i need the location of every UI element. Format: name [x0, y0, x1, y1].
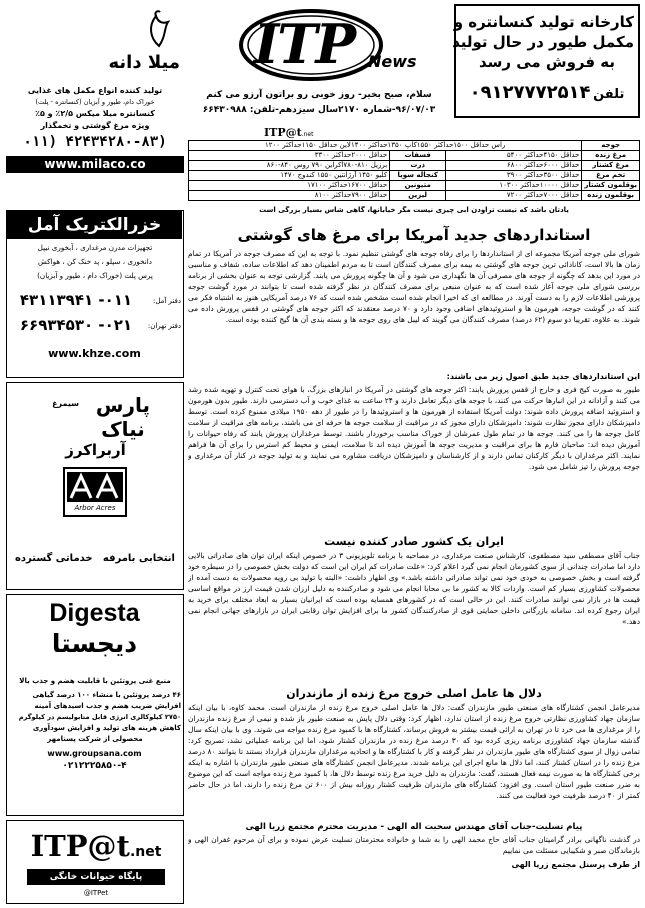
mila-ad[interactable] [6, 4, 184, 174]
article1-p2: طیور به صورت کیج فری و خارج از قفس پرورش یابند: اکثر جوجه های گوشتی در آمریکا در انبارهای بزرگ، با هوای تحت کنترل و تهویه شده رشد می کنند و آزادانه در این انبارها حرکت می کنند، با جوجه های دیگر تعامل دارند و ۲۴ ساعت به غذای خوب و آب دسترسی دارند. طیور بدون هورمون و استروئید اضافه پرورش داده شوند: دولت آمریکا استفاده از هورمون ها و استروئیدها را در طیور از دهه ۱۹۵۰ میلادی ممنوع کرده است. توسط دامپزشکان دارای مجوز نظارت شوند: دامپزشکان دارای مجوز که در مراقبت از سلامت جوجه ها حرفه ای می باشند، برنامه های مراقبت از سلامت کامل جوجه ها را می کنند. جوجه ها در تمام طول عمرشان از خوراک مناسب برخوردار باشند. توسط مرغداران پرورش یابند که رفاه حیوانات را آموزش دیده اند: صاحبان فارم ها برای مراقبت و مدیریت جوجه ها آموزش دیده اند تا سلامت، ایمنی و محیط کم استرس را برای آن ها فراهم نمایند. اکثر مرغداران با دیگر کارکنان تماس دارند و از کارشناسان و دامپزشکان دریافت مشاوره می نمایند و به تولید جوجه در کنار آن مرغداری و جوجه پرورش را تیز شامل می شود. [188, 385, 640, 472]
greeting-line: سلام، صبح بخیر- روز خوبی رو براتون آرزو می کنم [206, 90, 432, 100]
price-value: حداقل ۲۰۰۰حداکثر ۳۳۰۰ [189, 151, 390, 161]
price-value: حداقل ۳۵۰۰حداکثر ۳۹۰۰ [446, 171, 582, 181]
price-item: بوقلمون کشتار [582, 181, 640, 191]
khazar-line1: تجهیزات مدرن مرغداری ، آبخوری نیپل [37, 243, 153, 252]
price-row [189, 141, 640, 151]
itp-logo-area [188, 4, 450, 126]
pars-slogan1: انتخابی بامرفه [102, 553, 175, 564]
main-content [188, 140, 640, 906]
khazar-ad[interactable] [6, 210, 184, 378]
khazar-amol-phone: ۰۱۱- ۴۳۱۱۳۹۴۱ [19, 291, 133, 309]
aa-logo-icon [67, 472, 123, 502]
article1-p1: شورای ملی جوجه آمریکا مجموعه ای از استانداردها را برای رفاه جوجه های گوشتی تنظیم نمود. با توجه به این که مصرف جوجه در آمریکا در تمام زمان ها بالا است، کانادائی ترین جوجه های گوشتی به بیمه برای مصرف کنندگان است تا به مردم اطمینان دهد که اطلاعات ساده، شفاف و مناسبی در مورد این بدهد که چگونه از جوجه های مصرفی آن ها نگهداری می شود و آن ها چگونه پرورش می یابند. گزارشی توجه به عنوان بخشی از برنامه بررسی شورای ملی جوجه آغاز شده است که به عنوان منبعی برای مصرف کنندگان در نظر گرفته شده است تا بتوانند در مورد گوشت جوجه پرورشی اطلاعات لازم را به دست آورند. در مطالعه ای که اخیرا انجام شده است مشخص شده است که ۷۶ درصد آمریکایی هنوز به اشتباه فکر می کنند که در گوشت جوجه، هورمون ها و استروئیدهای اضافی وجود دارد و ۷۰ درصد معتقدند که اکثر جوجه های گوشتی در قفس پرورش داده می شوند. به علاوه، تقریبا دو سوم (۶۲ درصد) مصرف کنندگان می گویند که لیبل های روی جوجه ها و بسته بندی آن ها گیج کننده بوده است. [188, 249, 640, 325]
khazar-website[interactable]: www.khze.com [48, 347, 141, 360]
price-value: حداقل ۴۱۵۰حداکثر ۵۴۰۰ [446, 151, 582, 161]
article1-sub1: این استانداردهای جدید طبق اصول زیر می باشند: [446, 372, 640, 381]
price-item: متیونین [390, 181, 446, 191]
price-value: حداقل ۷۰۰۰حداکثر ۷۲۰۰ [446, 191, 582, 201]
price-item: بوقلمون زنده [582, 191, 640, 201]
itpet-brand: ITP@t [30, 829, 130, 863]
condolence-title: پیام تسلیت-جناب آقای مهندس سحبت اله الهی - مدیریت محترم مجتمع زریا الهی [245, 822, 583, 832]
price-item: تخم مرغ [582, 171, 640, 181]
quote-line: یادتان باشد که نیست تراودن ابی چیزی نیست مگر خیابانها، گاهی شاس بسیار بزرگی است [259, 206, 569, 214]
condolence-p1: در گذشت ناگهانی برادر گرامیتان جناب آقای حاج محمد الهی را به شما و خانواده محترمتان تسلیت عرض نموده و برای آن مرحوم غفران الهی و بازماندگان صبر و شکیبایی مسئلت می نماییم [188, 835, 640, 856]
logo-itp-text: ITP [254, 12, 355, 76]
price-row [189, 171, 640, 181]
digesta-bullet-2: افزایش ضریب هضم و جذب اسیدهای آمینه [34, 702, 181, 710]
advertising-sidebar [6, 4, 184, 906]
article2-title: ایران یک کشور صادر کننده نیست [324, 535, 504, 548]
price-value: کلیو ۱۴۵۰ آرژانتین ۱۵۵۰ کندوج ۱۴۷۰ [189, 171, 390, 181]
khazar-line3: پرس پلت (خوراک دام ، طیور و آبزیان) [37, 271, 153, 280]
price-item: ذرت [390, 161, 446, 171]
price-item: مرغ زنده [582, 151, 640, 161]
digesta-bullet-5: محصولی از شرکت پسنامهر [47, 735, 143, 743]
arbor-en: Arbor Acres [74, 504, 116, 512]
digesta-phone: ۰۲۱۲۲۲۵۸۵۰-۴ [62, 761, 127, 771]
price-value: حداقل ۶۰۰۰حداکثر ۶۸۰۰ [446, 161, 582, 171]
condolence-signature: از طرف پرسنل مجتمع زریا الهی [511, 860, 640, 869]
article1-title: استانداردهای جدید آمریکا برای مرغ های گوشتی [237, 226, 591, 244]
digesta-bullet-3: ۲۷۵۰ کیلوکالری انرژی قابل متابولیسم در کیلوگرم [18, 713, 181, 721]
logo-news-text: News [368, 52, 417, 71]
price-item: مرغ کشتار [582, 161, 640, 171]
itpet-small-logo: ITP@t [264, 126, 302, 139]
mila-website[interactable]: www.milaco.co [6, 156, 184, 173]
digesta-bullet-4: کاهش هزینه های تولید و افزایش سودآوری [32, 724, 181, 732]
issue-line: ۹۶/۰۷/۰۳-شماره ۲۱۷۰سال سیزدهم-تلفن: ۶۶۴۳۰۹۸۸ [202, 105, 436, 115]
digesta-website[interactable]: www.groupsana.com [47, 749, 142, 758]
itpet-subtitle: پایگاه حیوانات خانگی [27, 869, 165, 885]
price-value: حداقل ۷۹۰۰حداکثر ۸۱۰۰ [189, 191, 390, 201]
article3-title: دلال ها عامل اصلی خروج مرغ زنده از مازندران [286, 687, 542, 700]
arbor-logo [63, 467, 127, 517]
digesta-brand-fa: دیجستا [51, 629, 138, 658]
factory-ad-phone-label: تلفن [593, 87, 625, 102]
price-value: برزیل ۸۱۰-۷۸۰اکراین ۷۹۰ روس ۸۴۰-۸۶۰ [189, 161, 390, 171]
pars-brand-small: سیمرغ [52, 399, 79, 408]
itpet-handle: @ITPet [83, 889, 109, 897]
digesta-bullet-1: ۴۶ درصد پروتئین با منشاء ۱۰۰ درصد گیاهی [32, 691, 181, 699]
mila-line1: تولید کننده انواع مکمل های غذایی [27, 86, 163, 95]
price-item: فسفات [390, 151, 446, 161]
bird-logo-icon [142, 8, 176, 48]
factory-ad-phone: ۰۹۱۲۷۷۷۲۵۱۴ [469, 82, 591, 103]
arbor-fa: آربراکرز [65, 441, 126, 459]
itpet-small-net: .net [301, 131, 314, 138]
khazar-amol-label: دفتر آمل: [152, 297, 181, 305]
masthead [188, 4, 640, 140]
article2-p1: جناب آقای مصطفی سید مصطفوی، کارشناس صنعت مرغداری، در مصاحبه با برنامه تلویزیونی ۳ در خصوص اینکه ایران توان های صادراتی بالایی دارد اما صادرات چندانی از سوی کشورمان انجام نمی گیرد اعلام کرد: «علت صادرات کم ایران این است که دولت بخش خصوصی را در سیطره خود گرفته است و بخش خصوصی به خودی خود نمی تواند صادراتی داشته باشد.» وی اظهار داشت: «البته با تولید بی رویه محصولات به دست آمده از محصولات کشاورزی بسیار کم است. واردات کالا به کشور ما بی محابا انجام می شود و صادرکننده به دلیل ارزان شدن قیمت ارز در مواقع اساسی قیمت ها در بازار نمی توانند صادرات کنند. این در حالی است که در کشورهای همسایه بوده است که ایرانیان بسیار به ابعاد مختلف برای خرید به ایران رجوع کرده اند. سامانه بازرگانی داخلی حمایتی قوی از صادرکنندگان کشور ما برای افزایش توان رقابتی ایران در بازارهای جهانی انجام نمی دهد.» [188, 551, 640, 627]
mila-brand: میلا دانه [108, 52, 180, 73]
factory-ad-line2: مکمل طیور در حال تولید [452, 33, 634, 51]
price-item: کنجاله سویا [390, 171, 446, 181]
pars-brand: پارس نیاک [95, 393, 151, 441]
khazar-title: خزرالکتریک آمل [7, 211, 182, 239]
khazar-line2: دانخوری ، سیلو ، پد خنک کن ، هواکش [38, 257, 152, 266]
mila-phone: ۰۱۱) ۴۲۴۳۴۲۸۰-۸۳) [23, 134, 167, 150]
price-row [189, 191, 640, 201]
price-item: لیزین [390, 191, 446, 201]
mila-line4: ویژه مرغ گوشتی و تخمگذار [40, 121, 150, 130]
mila-line3: کنسانتره میلا میکس ۲/۵٪ و ۵٪ [35, 109, 155, 118]
digesta-tagline: منبع غنی پروتئین با قابلیت هضم و جذب بالا [19, 677, 171, 685]
itpet-net: .net [129, 844, 162, 860]
factory-sale-ad[interactable] [454, 4, 640, 118]
article3-p1: مدیرعامل انجمن کشتارگاه های صنعتی طیور مازندران گفت: دلال ها عامل اصلی خروج مرغ زنده از مازندران است. محمد کاوه، با بیان اینکه سازمان جهاد کشاورزی نظارتی خروج مرغ زنده از استان ندارد، اظهار کرد: وقتی دلال پایش به صنعت طیور باز شده و نیمی از مرغ زنده مازندران را از مرغداری ها می خرد تا در تهران به ارائی قیمت بیشتر به فروش برساند، کشتارگاه ها با کمبود مرغ زنده مواجه می شوند. وی با بیان اینکه سال گذشته سازمان جهاد کشاورزی برنامه ریزی کرده بود که ۳۰ درصد مرغ زنده در مازندران کشتار شود، اما این برنامه عملیاتی نشد، تصریح کرد: تمامی زوال از سوی کشتارگاه های طیور مازندران در نظر گرفته و کار با کشتارگاه ها و اتحادیه مرغداران مازندران قرارداد بستند تا بتوانند ۸۰ درصد مرغ زنده را در استان کشتار کنند، اما دلال ها مانع اجرای این برنامه شدند. مدیرعامل انجمن کشتارگاه های صنعتی طیور مازندران با اشاره به اینکه برخی کشتارگاه ها به صورت نیمه فعال هستند، گفت: مازندران به دلیل خرید مرغ زنده توسط دلال ها، با کمبود مرغ زنده مواجه است که این موضوع به ضرر صنعت طیور استان است. وی افزود: کشتارگاه های مازندران ظرفیت کشتار روزانه بیش از ۶۰۰ تن مرغ زنده را دارند، اما در حال حاضر کمتر از ۴۰ درصد ظرفیت خود فعالیت می کنند. [188, 703, 640, 801]
price-row [189, 181, 640, 191]
khazar-tehran-phone: ۰۲۱- ۶۶۹۳۴۵۳۰ [19, 316, 133, 334]
price-table [188, 140, 640, 201]
price-row [189, 151, 640, 161]
price-value: حداقل ۱۶۷۰۰حداکثر ۱۷۱۰۰ [189, 181, 390, 191]
itpet-ad[interactable] [6, 820, 184, 904]
khazar-tehran-label: دفتر تهران: [147, 322, 181, 330]
digesta-brand-en: Digesta [49, 599, 140, 627]
pars-niak-ad[interactable] [6, 382, 184, 590]
price-row [189, 161, 640, 171]
digesta-ad[interactable] [6, 594, 184, 816]
price-item: جوجه [582, 141, 640, 151]
factory-ad-line1: کارخانه تولید کنسانتره و [453, 13, 634, 31]
factory-ad-line3: به فروش می رسد [478, 53, 616, 71]
mila-line2: خوراک دام، طیور و آبزیان (کنسانتره - پلت) [35, 98, 155, 106]
price-value: راس حداقل ۱۵۰۰حداکثر ۱۵۵۰کاپ ۱۳۵۰حداکثر ۱۴۰۰لاین حداقل ۱۱۵۰حداکثر ۱۲۰۰ [189, 141, 582, 151]
price-value: حداقل ۱۰۰۰۰حداکثر ۱۰۳۰۰ [446, 181, 582, 191]
pars-slogan2: خدماتی گسترده [15, 553, 93, 564]
